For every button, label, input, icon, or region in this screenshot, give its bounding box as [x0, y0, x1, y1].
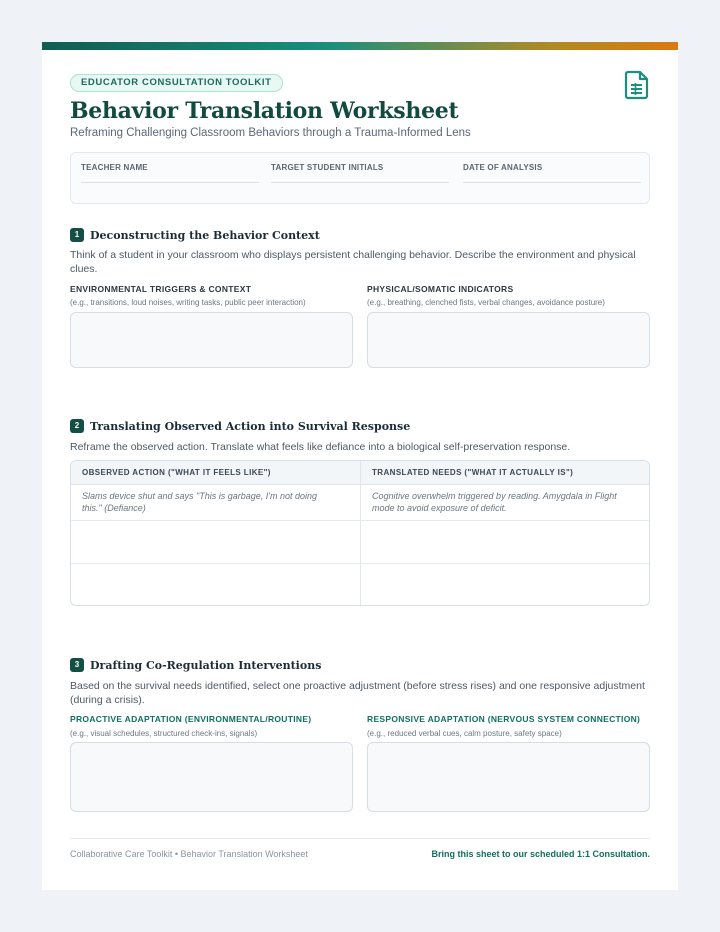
responsive-adaptation-input[interactable] [367, 742, 650, 812]
top-gradient-bar [42, 42, 678, 50]
section-number: 3 [70, 658, 84, 672]
field-label: ENVIRONMENTAL TRIGGERS & CONTEXT [70, 284, 252, 294]
date-line[interactable] [463, 182, 641, 183]
section-title: Deconstructing the Behavior Context [90, 228, 320, 242]
page-subtitle: Reframing Challenging Classroom Behaviors through a Trauma-Informed Lens [70, 127, 471, 139]
section-3-header [70, 658, 321, 672]
section-description: Think of a student in your classroom who displays persistent challenging behavior. Describe the environment and physical clues. [70, 249, 636, 275]
document-icon [624, 70, 650, 100]
proactive-adaptation-input[interactable] [70, 742, 353, 812]
field-hint: (e.g., visual schedules, structured check-ins, signals) [70, 729, 258, 738]
page-title: Behavior Translation Worksheet [70, 98, 459, 124]
section-2-header [70, 419, 410, 433]
section-description: Based on the survival needs identified, select one proactive adjustment (before stress rises) and one responsive adjustment (during a crisis). [70, 680, 645, 706]
section-1-header [70, 228, 320, 242]
field-label: PHYSICAL/SOMATIC INDICATORS [367, 284, 514, 294]
toolkit-badge: EDUCATOR CONSULTATION TOOLKIT [70, 74, 283, 92]
field-hint: (e.g., transitions, loud noises, writing tasks, public peer interaction) [70, 298, 306, 307]
section-number: 1 [70, 228, 84, 242]
environmental-triggers-input[interactable] [70, 312, 353, 368]
student-initials-label: TARGET STUDENT INITIALS [271, 163, 384, 172]
field-label: PROACTIVE ADAPTATION (ENVIRONMENTAL/ROUTINE) [70, 714, 312, 724]
info-box [70, 152, 650, 204]
section-title: Translating Observed Action into Survival Response [90, 419, 411, 433]
example-translated-cell: Cognitive overwhelm triggered by reading. Amygdala in Flight mode to avoid exposure of deficit. [372, 491, 617, 513]
table-header-observed: OBSERVED ACTION ("WHAT IT FEELS LIKE") [71, 461, 360, 485]
teacher-name-label: TEACHER NAME [81, 163, 148, 172]
worksheet-page [42, 42, 678, 890]
footer-cta: Bring this sheet to our scheduled 1:1 Consultation. [431, 849, 650, 859]
example-observed-cell: Slams device shut and says "This is garbage, I'm not doing this." (Defiance) [82, 491, 318, 513]
table-row[interactable] [71, 564, 650, 606]
table-header-translated: TRANSLATED NEEDS ("WHAT IT ACTUALLY IS") [361, 461, 650, 485]
date-field[interactable] [463, 163, 542, 172]
footer-divider [70, 838, 650, 839]
section-title: Drafting Co-Regulation Interventions [90, 658, 322, 672]
teacher-name-line[interactable] [81, 182, 259, 183]
table-row[interactable] [71, 521, 650, 563]
translation-table [70, 460, 650, 606]
somatic-indicators-input[interactable] [367, 312, 650, 368]
student-initials-field[interactable] [271, 163, 383, 172]
footer-credit: Collaborative Care Toolkit • Behavior Translation Worksheet [70, 849, 308, 859]
field-hint: (e.g., reduced verbal cues, calm posture, safety space) [367, 729, 562, 738]
section-number: 2 [70, 419, 84, 433]
teacher-name-field[interactable] [81, 163, 148, 172]
section-description: Reframe the observed action. Translate what feels like defiance into a biological self-preservation response. [70, 441, 571, 453]
student-initials-line[interactable] [271, 182, 449, 183]
field-hint: (e.g., breathing, clenched fists, verbal changes, avoidance posture) [367, 298, 605, 307]
date-label: DATE OF ANALYSIS [463, 163, 543, 172]
field-label: RESPONSIVE ADAPTATION (NERVOUS SYSTEM CONNECTION) [367, 714, 641, 724]
